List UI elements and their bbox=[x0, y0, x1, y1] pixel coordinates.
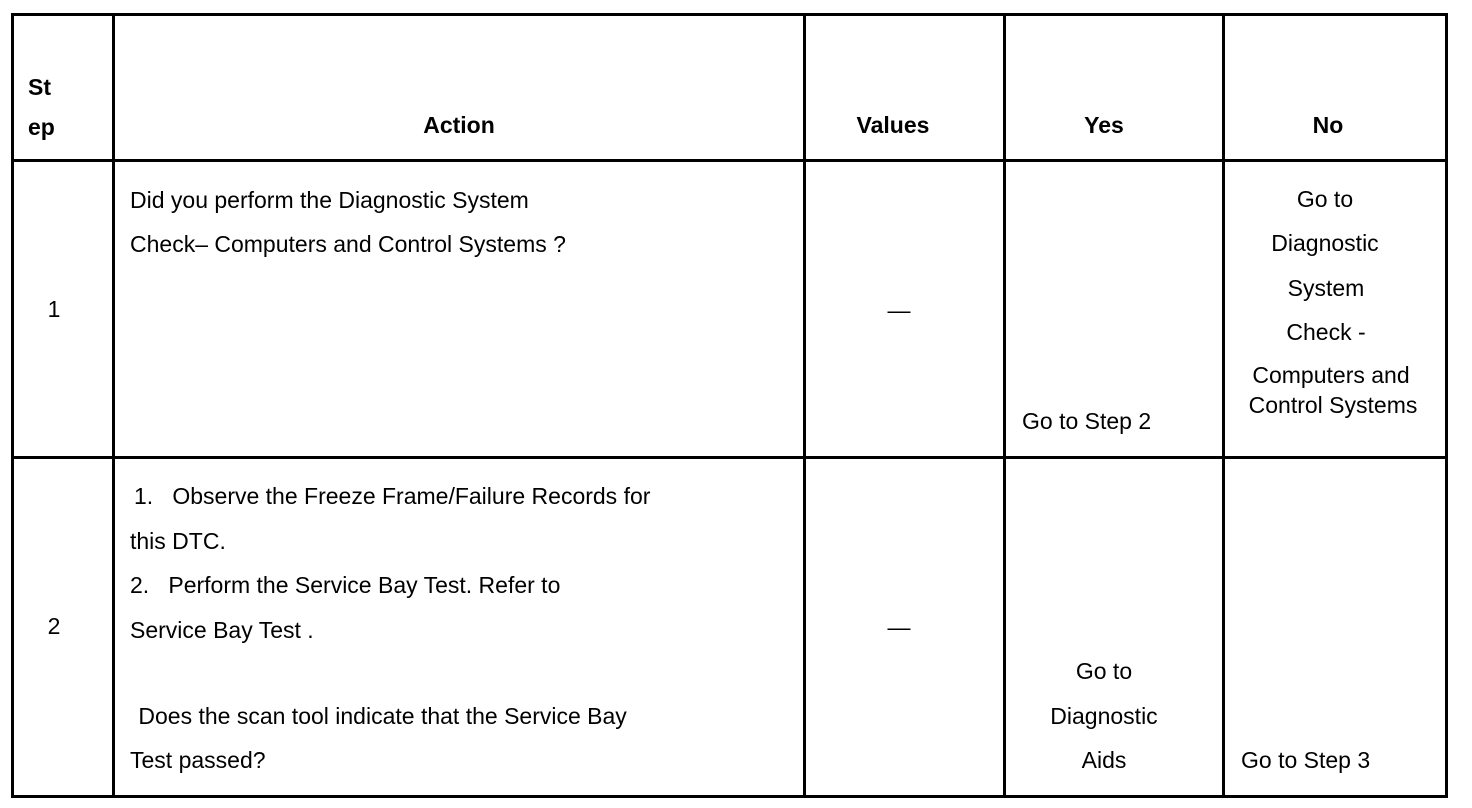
row1-no-line4: Check - bbox=[1286, 319, 1366, 345]
row1-action-line2: Check– Computers and Control Systems ? bbox=[130, 231, 566, 257]
row2-yes-line2: Diagnostic bbox=[1050, 703, 1158, 729]
row1-no-line1: Go to bbox=[1296, 186, 1354, 212]
header-yes: Yes bbox=[1084, 112, 1124, 138]
row1-step: 1 bbox=[47, 296, 61, 322]
row1-no-line5: Computers and bbox=[1252, 362, 1410, 388]
header-step-line2: ep bbox=[28, 114, 55, 140]
row1-no-line3: System bbox=[1287, 275, 1365, 301]
row2-no: Go to Step 3 bbox=[1241, 747, 1371, 773]
row1-no-line6: Control Systems bbox=[1248, 392, 1418, 418]
diagnostic-table bbox=[11, 13, 1448, 798]
row2-action-line3: 2. Perform the Service Bay Test. Refer to bbox=[130, 572, 561, 598]
header-step-line1: St bbox=[28, 74, 51, 100]
row2-action-line2: this DTC. bbox=[130, 528, 226, 554]
row2-action-line4: Service Bay Test . bbox=[130, 617, 314, 643]
header-values: Values bbox=[856, 112, 930, 138]
row1-value: — bbox=[887, 297, 911, 323]
row-divider bbox=[11, 456, 1448, 459]
row1-action-line1: Did you perform the Diagnostic System bbox=[130, 187, 529, 213]
header-no: No bbox=[1312, 112, 1344, 138]
table-border-left bbox=[11, 13, 14, 798]
table-border-top bbox=[11, 13, 1448, 16]
header-action: Action bbox=[423, 112, 495, 138]
row2-action-line6: Test passed? bbox=[130, 747, 266, 773]
row2-step: 2 bbox=[47, 613, 61, 639]
table-border-bottom bbox=[11, 795, 1448, 798]
table-border-right bbox=[1445, 13, 1448, 798]
header-row-divider bbox=[11, 159, 1448, 162]
row1-yes: Go to Step 2 bbox=[1022, 408, 1152, 434]
row2-action-line1: 1. Observe the Freeze Frame/Failure Records for bbox=[134, 483, 651, 509]
row2-yes-line1: Go to bbox=[1075, 658, 1133, 684]
row2-value: — bbox=[887, 614, 911, 640]
row2-action-line5: Does the scan tool indicate that the Service Bay bbox=[132, 703, 627, 729]
row2-yes-line3: Aids bbox=[1081, 747, 1127, 773]
row1-no-line2: Diagnostic bbox=[1271, 230, 1379, 256]
